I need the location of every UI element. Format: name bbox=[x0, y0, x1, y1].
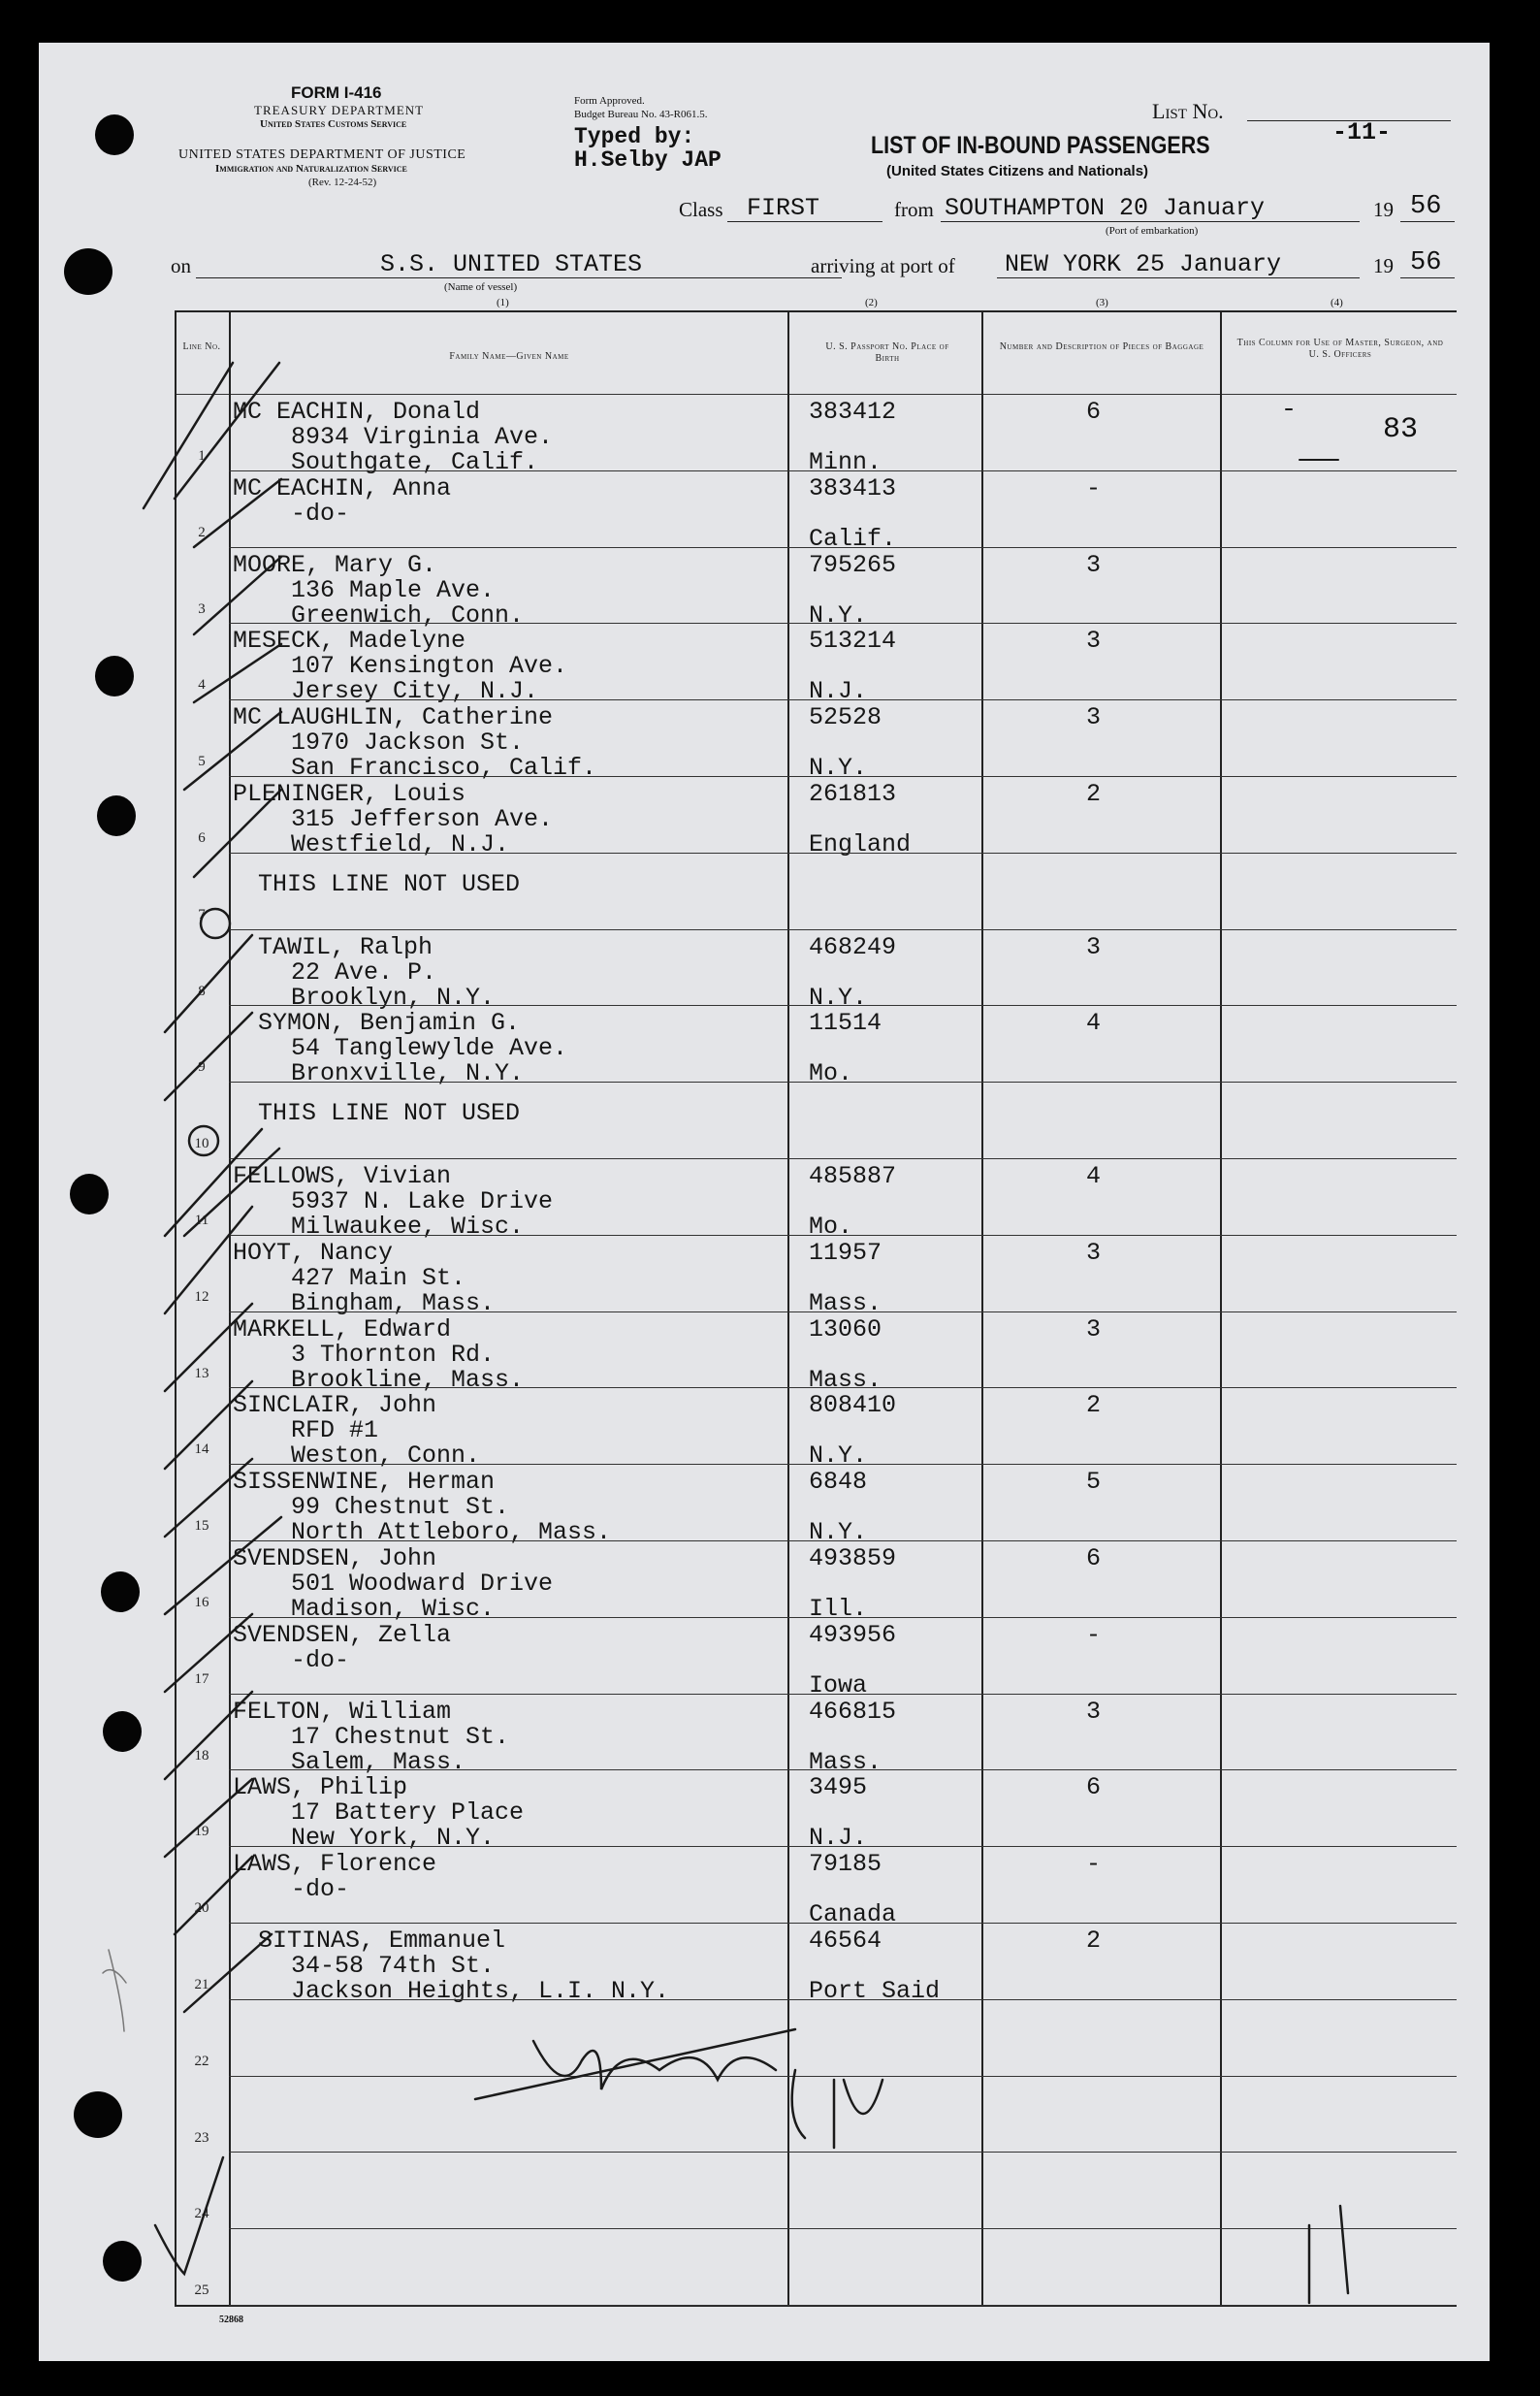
passenger-name: SVENDSEN, John bbox=[233, 1544, 437, 1572]
baggage-count: 3 bbox=[1086, 627, 1102, 656]
footer-code: 52868 bbox=[219, 2315, 243, 2325]
line-number: 1 bbox=[198, 448, 206, 464]
header-line-no: Line No. bbox=[182, 341, 221, 352]
header-baggage: Number and Description of Pieces of Baggage bbox=[999, 341, 1204, 352]
passenger-address: 17 Chestnut St. bbox=[291, 1722, 510, 1751]
binder-hole bbox=[70, 1174, 109, 1214]
passenger-city: Salem, Mass. bbox=[291, 1747, 466, 1776]
check-mark bbox=[144, 363, 279, 508]
passenger-name: MC EACHIN, Donald bbox=[233, 398, 481, 426]
place-of-birth: Mo. bbox=[809, 1213, 853, 1241]
passport-number: 46564 bbox=[809, 1927, 882, 1955]
baggage-count: 4 bbox=[1086, 1009, 1102, 1038]
immigration-service: Immigration and Naturalization Service bbox=[215, 163, 407, 175]
line-number: 10 bbox=[194, 1136, 209, 1152]
passenger-name: SISSENWINE, Herman bbox=[233, 1468, 496, 1497]
passenger-name: PLENINGER, Louis bbox=[233, 780, 466, 808]
form-approved: Form Approved. bbox=[574, 95, 645, 107]
line-number: 12 bbox=[194, 1288, 209, 1305]
passenger-address: 99 Chestnut St. bbox=[291, 1493, 510, 1522]
dash-mark bbox=[1286, 409, 1338, 460]
line-number: 2 bbox=[198, 524, 206, 540]
line-number: 17 bbox=[194, 1670, 209, 1687]
check-mark bbox=[165, 1304, 252, 1391]
passport-number: 383413 bbox=[809, 473, 897, 502]
vessel-name: S.S. UNITED STATES bbox=[380, 250, 643, 278]
binder-hole bbox=[95, 656, 134, 696]
annotation-83: 83 bbox=[1383, 413, 1419, 446]
passenger-name: LAWS, Philip bbox=[233, 1773, 408, 1802]
line-number: 4 bbox=[198, 677, 206, 694]
passenger-address: 136 Maple Ave. bbox=[291, 575, 496, 604]
line-number: 23 bbox=[194, 2129, 209, 2146]
baggage-count: 2 bbox=[1086, 1927, 1102, 1955]
line-number: 8 bbox=[198, 983, 206, 999]
baggage-count: 3 bbox=[1086, 1238, 1102, 1267]
passenger-address: 3 Thornton Rd. bbox=[291, 1340, 496, 1369]
col-1-marker: (1) bbox=[497, 297, 509, 308]
check-mark bbox=[165, 1013, 252, 1100]
line-number: 24 bbox=[194, 2206, 209, 2222]
baggage-count: 3 bbox=[1086, 1314, 1102, 1344]
check-mark bbox=[175, 1857, 252, 1934]
place-of-birth: Mass. bbox=[809, 1747, 882, 1776]
handwritten-marks bbox=[39, 43, 1490, 2361]
passenger-city: Greenwich, Conn. bbox=[291, 600, 525, 630]
arrival-value: NEW YORK 25 January bbox=[1005, 250, 1282, 278]
place-of-birth: Minn. bbox=[809, 448, 882, 476]
place-of-birth: N.J. bbox=[809, 677, 868, 706]
binder-hole bbox=[101, 1571, 140, 1612]
line-number: 11 bbox=[194, 1213, 209, 1228]
passenger-city: Westfield, N.J. bbox=[291, 830, 510, 858]
passport-number: 11957 bbox=[809, 1238, 882, 1267]
class-value: FIRST bbox=[747, 194, 820, 222]
baggage-count: 3 bbox=[1086, 550, 1102, 579]
passenger-city: Brookline, Mass. bbox=[291, 1365, 525, 1394]
from-value: SOUTHAMPTON 20 January bbox=[945, 194, 1266, 222]
line-number: 6 bbox=[198, 830, 206, 846]
place-of-birth: N.Y. bbox=[809, 983, 868, 1012]
place-of-birth: Canada bbox=[809, 1900, 897, 1929]
place-of-birth: Iowa bbox=[809, 1670, 868, 1700]
treasury-department: TREASURY DEPARTMENT bbox=[254, 103, 425, 117]
header-officers: This Column for Use of Master, Surgeon, and U. S. Officers bbox=[1236, 338, 1444, 360]
passenger-address: 54 Tanglewylde Ave. bbox=[291, 1034, 568, 1063]
passenger-address: -do- bbox=[291, 499, 350, 528]
passenger-name: SITINAS, Emmanuel bbox=[258, 1927, 506, 1955]
passenger-city: Jackson Heights, L.I. N.Y. bbox=[291, 1977, 670, 2005]
budget-bureau: Budget Bureau No. 43-R061.5. bbox=[574, 109, 708, 120]
typed-by-name: H.Selby JAP bbox=[574, 147, 722, 173]
line-number: 20 bbox=[194, 1900, 209, 1917]
passport-number: 795265 bbox=[809, 550, 897, 579]
passenger-city: Milwaukee, Wisc. bbox=[291, 1213, 525, 1241]
check-mark bbox=[194, 790, 281, 877]
passenger-city: Brooklyn, N.Y. bbox=[291, 983, 496, 1012]
from-year: 56 bbox=[1410, 192, 1442, 221]
passenger-city: Madison, Wisc. bbox=[291, 1595, 496, 1623]
baggage-count: 6 bbox=[1086, 1544, 1102, 1572]
passport-number: 11514 bbox=[809, 1009, 882, 1038]
passenger-city: Bronxville, N.Y. bbox=[291, 1059, 525, 1088]
passenger-address: -do- bbox=[291, 1875, 350, 1904]
passport-number: 13060 bbox=[809, 1314, 882, 1344]
passenger-name: MARKELL, Edward bbox=[233, 1314, 452, 1344]
col-2-marker: (2) bbox=[865, 297, 878, 308]
binder-hole bbox=[103, 2241, 142, 2282]
passport-number: 6848 bbox=[809, 1468, 868, 1497]
check-mark bbox=[165, 935, 252, 1032]
baggage-count: 5 bbox=[1086, 1468, 1102, 1497]
check-mark bbox=[165, 1692, 252, 1779]
circle-mark bbox=[201, 909, 230, 938]
passport-number: 485887 bbox=[809, 1162, 897, 1190]
from-label: from bbox=[894, 198, 934, 221]
check-mark bbox=[194, 557, 281, 634]
place-of-birth: Calif. bbox=[809, 524, 897, 553]
binder-hole bbox=[74, 2091, 122, 2138]
passport-number: 513214 bbox=[809, 627, 897, 656]
check-mark bbox=[165, 1459, 252, 1537]
passenger-name: FELTON, William bbox=[233, 1697, 452, 1726]
passenger-city: San Francisco, Calif. bbox=[291, 754, 597, 783]
check-mark bbox=[184, 712, 281, 790]
pencil-mark bbox=[1309, 2206, 1348, 2303]
binder-hole bbox=[97, 795, 136, 836]
circle-mark bbox=[189, 1126, 218, 1155]
passport-number: 808410 bbox=[809, 1391, 897, 1420]
passenger-name: SYMON, Benjamin G. bbox=[258, 1009, 521, 1038]
passport-number: 493956 bbox=[809, 1620, 897, 1649]
line-number: 25 bbox=[194, 2283, 209, 2299]
line-number: 3 bbox=[198, 600, 206, 617]
passenger-name: THIS LINE NOT USED bbox=[258, 1099, 521, 1128]
place-of-birth: N.Y. bbox=[809, 1518, 868, 1547]
on-label: on bbox=[171, 254, 191, 277]
form-revision: (Rev. 12-24-52) bbox=[308, 177, 377, 188]
from-year-prefix: 19 bbox=[1373, 198, 1394, 221]
arrival-year: 56 bbox=[1410, 248, 1442, 277]
place-of-birth: Ill. bbox=[809, 1595, 868, 1623]
passport-number: 383412 bbox=[809, 398, 897, 426]
passport-number: 261813 bbox=[809, 780, 897, 808]
baggage-count: - bbox=[1086, 473, 1102, 502]
port-embark-note: (Port of embarkation) bbox=[1106, 225, 1199, 237]
line-number: 9 bbox=[198, 1059, 206, 1076]
passenger-address: 427 Main St. bbox=[291, 1263, 466, 1292]
passenger-address: RFD #1 bbox=[291, 1416, 379, 1445]
passenger-name: THIS LINE NOT USED bbox=[258, 869, 521, 898]
binder-hole bbox=[64, 248, 112, 295]
line-number: 5 bbox=[198, 754, 206, 770]
passport-number: 493859 bbox=[809, 1544, 897, 1572]
passenger-name: SVENDSEN, Zella bbox=[233, 1620, 452, 1649]
line-number: 19 bbox=[194, 1824, 209, 1840]
line-number: 13 bbox=[194, 1365, 209, 1381]
check-marks bbox=[103, 363, 1348, 2303]
check-mark bbox=[165, 1779, 252, 1857]
arrival-year-prefix: 19 bbox=[1373, 254, 1394, 277]
form-number: FORM I-416 bbox=[291, 83, 382, 102]
passenger-city: Bingham, Mass. bbox=[291, 1288, 496, 1317]
passenger-address: 34-58 74th St. bbox=[291, 1952, 496, 1980]
typed-by-label: Typed by: bbox=[574, 124, 695, 149]
line-number: 14 bbox=[194, 1441, 209, 1458]
baggage-count: 3 bbox=[1086, 1697, 1102, 1726]
passenger-name: SINCLAIR, John bbox=[233, 1391, 437, 1420]
check-mark bbox=[184, 1934, 272, 2012]
arriving-label: arriving at port of bbox=[811, 254, 955, 277]
passenger-address: -do- bbox=[291, 1645, 350, 1674]
list-subtitle: (United States Citizens and Nationals) bbox=[886, 163, 1149, 179]
passenger-city: New York, N.Y. bbox=[291, 1824, 496, 1853]
passenger-address: 1970 Jackson St. bbox=[291, 729, 525, 758]
header-passport: U. S. Passport No. Place of Birth bbox=[825, 341, 949, 364]
check-mark bbox=[194, 479, 281, 547]
passenger-city: Jersey City, N.J. bbox=[291, 677, 539, 706]
place-of-birth: Mo. bbox=[809, 1059, 853, 1088]
baggage-count: 4 bbox=[1086, 1162, 1102, 1190]
check-mark bbox=[165, 1614, 252, 1692]
passenger-name: HOYT, Nancy bbox=[233, 1238, 394, 1267]
passenger-name: MOORE, Mary G. bbox=[233, 550, 437, 579]
place-of-birth: England bbox=[809, 830, 912, 858]
check-mark bbox=[165, 1381, 252, 1469]
pencil-mark bbox=[103, 1950, 126, 2031]
baggage-count: 3 bbox=[1086, 932, 1102, 961]
department-of-justice: UNITED STATES DEPARTMENT OF JUSTICE bbox=[178, 147, 466, 162]
line-number: 15 bbox=[194, 1518, 209, 1535]
passenger-city: North Attleboro, Mass. bbox=[291, 1518, 612, 1547]
passenger-address: 315 Jefferson Ave. bbox=[291, 805, 554, 833]
passport-number: 466815 bbox=[809, 1697, 897, 1726]
place-of-birth: Mass. bbox=[809, 1365, 882, 1394]
list-no-value: -11- bbox=[1332, 118, 1392, 146]
col-4-marker: (4) bbox=[1331, 297, 1343, 308]
header-name: Family Name—Given Name bbox=[449, 351, 569, 362]
passport-number: 79185 bbox=[809, 1850, 882, 1879]
passenger-address: 501 Woodward Drive bbox=[291, 1570, 554, 1598]
line-number: 16 bbox=[194, 1595, 209, 1610]
check-mark bbox=[165, 1129, 279, 1236]
binder-hole bbox=[95, 114, 134, 155]
baggage-count: 6 bbox=[1086, 398, 1102, 426]
list-no-label: List No. bbox=[1152, 99, 1224, 123]
passenger-address: 22 Ave. P. bbox=[291, 957, 437, 987]
passenger-name: LAWS, Florence bbox=[233, 1850, 437, 1879]
baggage-count: - bbox=[1086, 1850, 1102, 1879]
baggage-count: 2 bbox=[1086, 780, 1102, 808]
place-of-birth: Port Said bbox=[809, 1977, 941, 2005]
passenger-name: TAWIL, Ralph bbox=[258, 932, 433, 961]
line-number: 22 bbox=[194, 2053, 209, 2069]
binder-hole bbox=[103, 1711, 142, 1752]
line-number: 18 bbox=[194, 1747, 209, 1764]
check-mark bbox=[194, 644, 281, 702]
signature bbox=[475, 2029, 882, 2148]
passenger-address: 5937 N. Lake Drive bbox=[291, 1187, 554, 1215]
passenger-name: MC EACHIN, Anna bbox=[233, 473, 452, 502]
list-title: LIST OF IN-BOUND PASSENGERS bbox=[871, 132, 1210, 159]
passenger-address: 8934 Virginia Ave. bbox=[291, 423, 554, 451]
baggage-count: 2 bbox=[1086, 1391, 1102, 1420]
line-number: 21 bbox=[194, 1977, 209, 1992]
check-mark bbox=[155, 2157, 223, 2274]
passenger-name: MC LAUGHLIN, Catherine bbox=[233, 703, 554, 732]
passenger-name: FELLOWS, Vivian bbox=[233, 1162, 452, 1190]
passenger-address: 17 Battery Place bbox=[291, 1798, 525, 1828]
place-of-birth: N.J. bbox=[809, 1824, 868, 1853]
passport-number: 468249 bbox=[809, 932, 897, 961]
place-of-birth: Mass. bbox=[809, 1288, 882, 1317]
baggage-count: 6 bbox=[1086, 1773, 1102, 1802]
passenger-city: Weston, Conn. bbox=[291, 1441, 481, 1471]
passenger-city: Southgate, Calif. bbox=[291, 448, 539, 476]
baggage-count: - bbox=[1086, 1620, 1102, 1649]
passport-number: 3495 bbox=[809, 1773, 868, 1802]
vessel-note: (Name of vessel) bbox=[444, 281, 518, 293]
customs-service: United States Customs Service bbox=[260, 118, 407, 130]
check-mark bbox=[165, 1517, 281, 1614]
passenger-list-page bbox=[39, 43, 1490, 2361]
col-3-marker: (3) bbox=[1096, 297, 1108, 308]
passenger-address: 107 Kensington Ave. bbox=[291, 652, 568, 681]
line-number: 7 bbox=[198, 906, 206, 923]
baggage-count: 3 bbox=[1086, 703, 1102, 732]
place-of-birth: N.Y. bbox=[809, 1441, 868, 1471]
place-of-birth: N.Y. bbox=[809, 600, 868, 630]
class-label: Class bbox=[679, 198, 723, 221]
passport-number: 52528 bbox=[809, 703, 882, 732]
place-of-birth: N.Y. bbox=[809, 754, 868, 783]
passenger-name: MESECK, Madelyne bbox=[233, 627, 466, 656]
